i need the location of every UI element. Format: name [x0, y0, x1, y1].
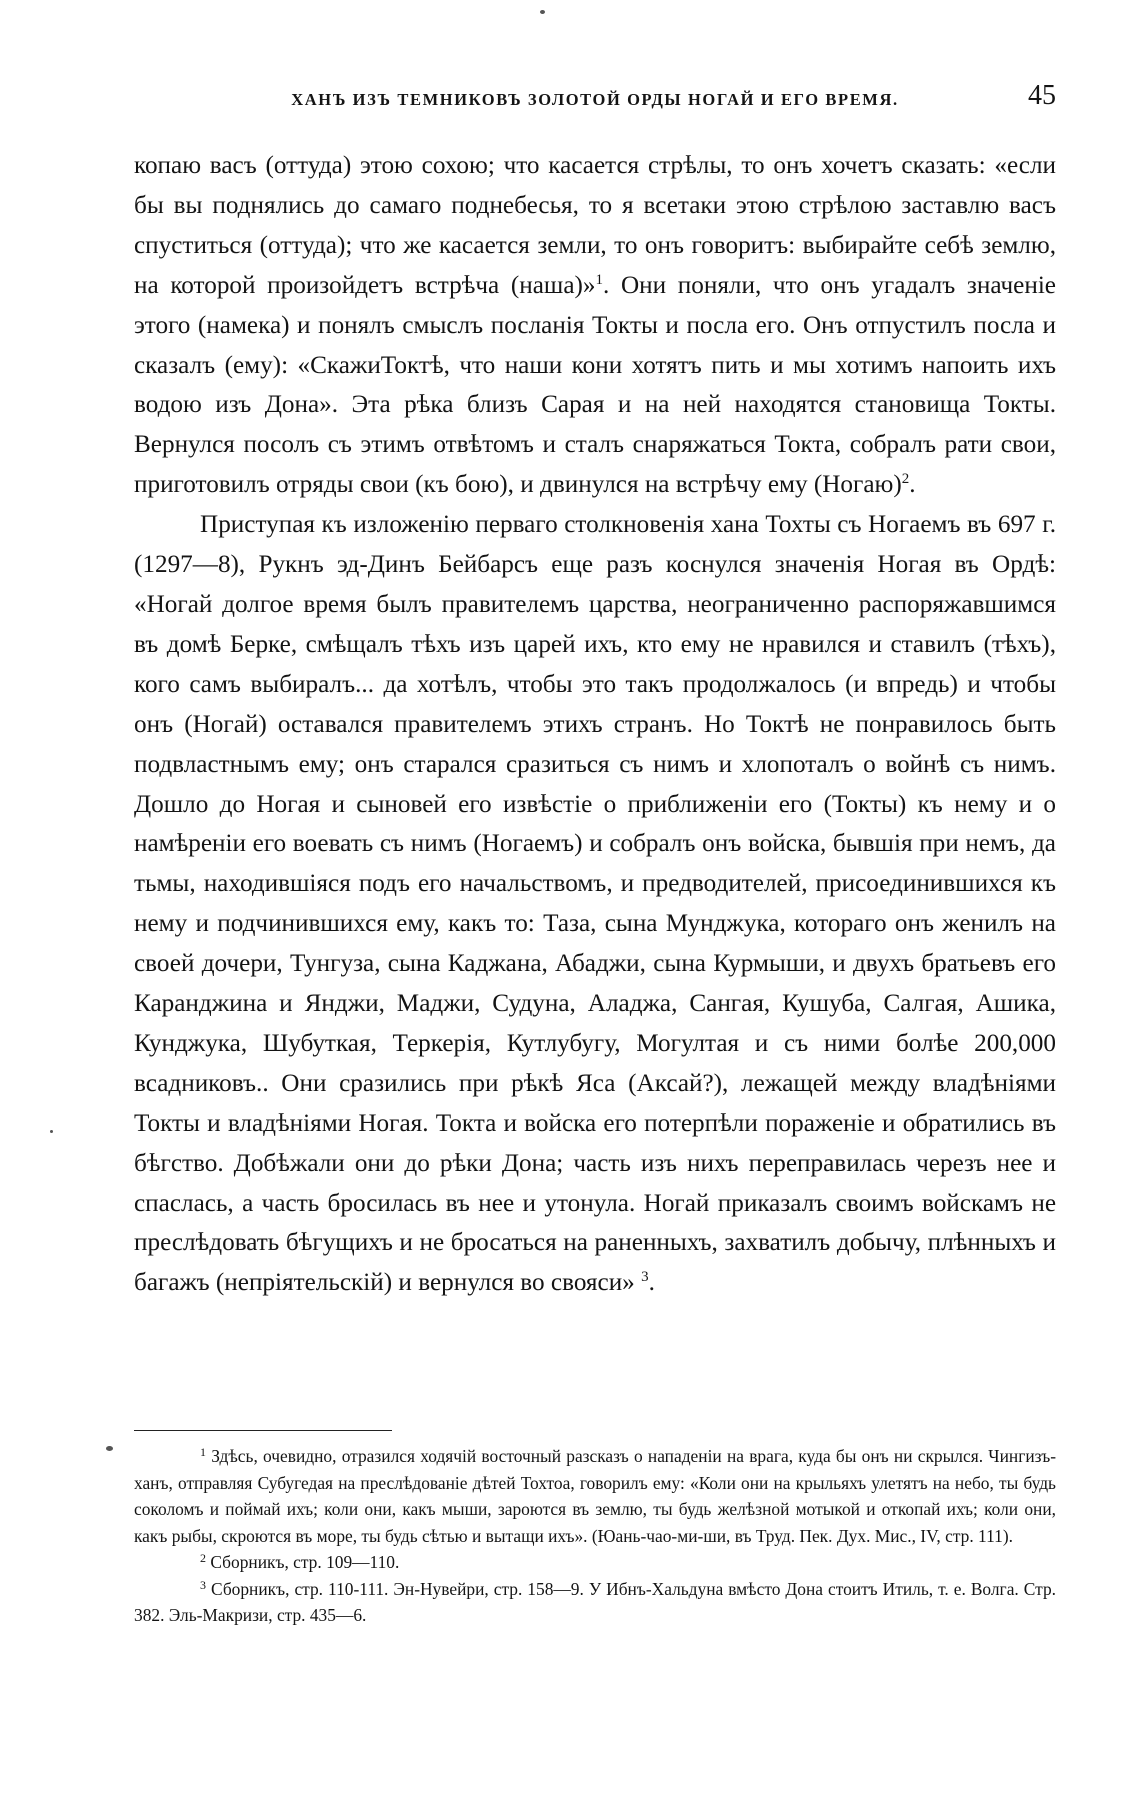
main-text — [134, 146, 1056, 1303]
scan-speck — [50, 1130, 53, 1133]
footnote-1-text: Здѣсь, очевидно, отразился ходячій восточный разсказъ о нападеніи на врага, куда бы онъ ни скрылся. Чингизъ-ханъ, отправляя Субугедая на преслѣдованіе дѣтей Тохтоа, говорилъ ему: «Коли они на крыльяхъ улетятъ на небо, ты будь соколомъ и поймай ихъ; коли они, какъ мыши, зароются въ землю, ты будь желѣзной мотыкой и откопай ихъ; коли они, какъ рыбы, скроются въ море, ты будь сѣтью и вытащи ихъ». (Юань-чао-ми-ши, въ Труд. Пек. Дух. Мис., IV, стр. 111). — [134, 1446, 1056, 1546]
footnote-2 — [134, 1549, 1056, 1576]
paragraph-1 — [134, 146, 1056, 505]
paragraph-2-text-c: . — [648, 1269, 655, 1297]
footnote-2-text: Сборникъ, стр. 109—110. — [206, 1552, 400, 1572]
footnote-2-mark: 2 — [200, 1551, 206, 1565]
paragraph-1-text-b: . Они поняли, что онъ угадалъ значеніе этого (намека) и понялъ смыслъ посланія Токты и посла его. Онъ отпустилъ посла и сказалъ (ему): «СкажиToктѣ, что наши кони хотятъ пить и мы хотимъ напоить ихъ водою изъ Дона». Эта рѣка близъ Сарая и на ней находятся становища Токты. Вернулся посолъ съ этимъ отвѣтомъ и сталъ снаряжаться Токта, собралъ рати свои, приготовилъ отряды свои (къ бою), и двинулся на встрѣчу ему (Ногаю) — [134, 271, 1056, 499]
scan-speck — [540, 10, 545, 14]
footnote-3 — [134, 1576, 1056, 1629]
paragraph-1-text-c: . — [909, 471, 916, 499]
footnotes — [134, 1443, 1056, 1629]
paragraph-2 — [134, 505, 1056, 1303]
paragraph-1-text-a: копаю васъ (оттуда) этою сохою; что касается стрѣлы, то онъ хочетъ сказать: «если бы вы поднялись до самаго поднебесья, то я всетаки этою стрѣлою заставлю васъ спуститься (оттуда); что же касается земли, то онъ говоритъ: выбирайте себѣ землю, на которой произойдетъ встрѣча (наша)» — [134, 152, 1056, 299]
page-number: 45 — [1028, 80, 1056, 111]
footnote-ref-1: 1 — [595, 271, 603, 288]
footnote-divider — [134, 1430, 392, 1431]
paragraph-2-text-a: Приступая къ изложенію перваго столкновенія хана Тохты съ Ногаемъ въ 697 г. (1297—8), Рукнъ эд-Динъ Бейбарсъ еще разъ коснулся значенія Ногая въ Ордѣ: «Ногай долгое время былъ правителемъ царства, неограниченно распоряжавшимся въ домѣ Берке, смѣщалъ тѣхъ изъ царей ихъ, кто ему не нравился и ставилъ (тѣхъ), кого самъ выбиралъ... да хотѣлъ, чтобы это такъ продолжалось (и впредь) и чтобы онъ (Ногай) оставался правителемъ этихъ странъ. Но Toктѣ не понравилось быть подвластнымъ ему; онъ старался сразиться съ нимъ и хлопоталъ о войнѣ съ нимъ. Дошло до Ногая и сыновей его извѣстіе о приближеніи его (Токты) къ нему и о намѣреніи его воевать съ нимъ (Ногаемъ) и собралъ онъ войска, бывшія при немъ, да тьмы, находившіяся подъ его начальствомъ, и предводителей, присоединившихся къ нему и подчинившихся ему, какъ то: Таза, сына Мунджука, котораго онъ женилъ на своей дочери, Тунгуза, сына Каджана, Абаджи, сына Курмыши, и двухъ братьевъ его Каранджина и Янджи, Маджи, Судуна, Аладжа, Сангая, Кушуба, Салгая, Ашика, Кунджука, Шубуткая, Теркерія, Кутлубугу, Могултая и съ ними болѣе 200,000 всадниковъ.. Они сразились при рѣкѣ Яса (Аксай?), лежащей между владѣніями Токты и владѣніями Ногая. Токта и войска его потерпѣли пораженіе и обратились въ бѣгство. Добѣжали они до рѣки Дона; часть изъ нихъ переправилась черезъ нее и спаслась, а часть бросилась въ нее и утонула. Ногай приказалъ своимъ войскамъ не преслѣдовать бѣгущихъ и не бросаться на раненныхъ, захватилъ добычу, плѣнныхъ и багажъ (непріятельскій) и вернулся во свояси» — [134, 511, 1056, 1297]
footnote-ref-2: 2 — [901, 471, 910, 488]
footnote-3-mark: 3 — [200, 1577, 206, 1592]
running-head — [134, 80, 1056, 120]
footnote-ref-3: 3 — [641, 1269, 649, 1286]
footnote-3-text: Сборникъ, стр. 110-111. Эн-Нувейри, стр. 158—9. У Ибнъ-Хальдуна вмѣсто Дона стоитъ Итиль, т. е. Волга. Стр. 382. Эль-Макризи, стр. 435—6. — [134, 1578, 1056, 1625]
footnote-1 — [134, 1443, 1056, 1549]
footnote-1-mark: 1 — [200, 1445, 206, 1459]
scan-speck — [106, 1446, 113, 1451]
running-title: ХАНЪ ИЗЪ ТЕМНИКОВЪ ЗОЛОТОЙ ОРДЫ НОГАЙ И ЕГО ВРЕМЯ. — [291, 90, 899, 109]
